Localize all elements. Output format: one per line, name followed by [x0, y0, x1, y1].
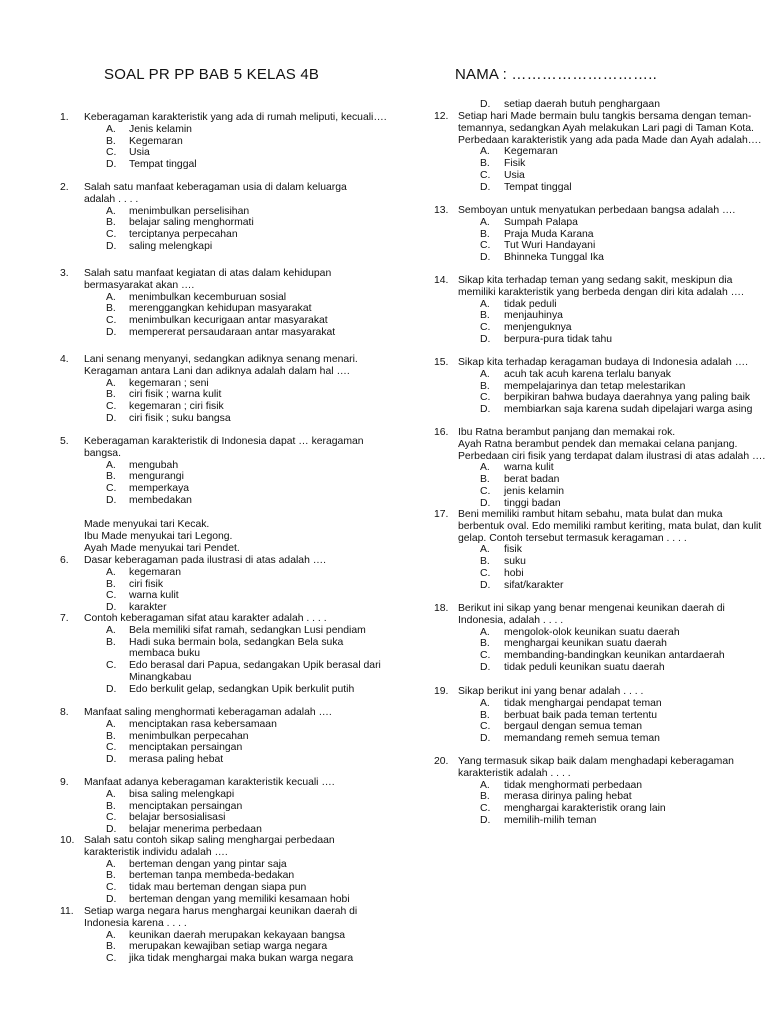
option-text: menimbulkan kecurigaan antar masyarakat — [129, 315, 328, 327]
option-text: hobi — [504, 567, 524, 579]
question-text: Indonesia karena . . . . — [84, 917, 187, 929]
option-letter: B. — [106, 389, 116, 401]
option-letter: D. — [480, 661, 491, 673]
question-text: Ayah Made menyukai tari Pendet. — [84, 542, 240, 554]
option-text: merasa dirinya paling hebat — [504, 791, 632, 803]
option-letter: A. — [106, 566, 116, 578]
option-letter: C. — [480, 169, 491, 181]
question-text: Keberagaman karakteristik yang ada di rumah meliputi, kecuali…. — [84, 112, 387, 123]
option-letter: D. — [106, 683, 117, 695]
option-letter: A. — [480, 298, 490, 310]
option-letter: D. — [106, 240, 117, 252]
question-number: 4. — [60, 354, 69, 365]
option-text: Usia — [129, 147, 150, 159]
option-text: Minangkabau — [129, 671, 192, 683]
option-text: sifat/karakter — [504, 579, 564, 591]
option-letter: C. — [480, 803, 491, 815]
option-text: Edo berasal dari Papua, sedangakan Upik berasal dari — [129, 660, 381, 672]
option-letter: B. — [480, 638, 490, 650]
question-number: 3. — [60, 268, 69, 279]
option-letter: C. — [480, 485, 491, 497]
question-text: Ibu Made menyukai tari Legong. — [84, 530, 233, 542]
question-text: Ayah Ratna berambut pendek dan memakai celana panjang. — [458, 438, 738, 450]
option-letter: C. — [106, 401, 117, 413]
question-text: Lani senang menyanyi, sedangkan adiknya senang menari. — [84, 354, 358, 365]
option-letter: D. — [480, 404, 491, 416]
option-text: merenggangkan kehidupan masyarakat — [129, 303, 312, 315]
option-letter: A. — [106, 929, 116, 941]
option-letter: C. — [480, 240, 491, 252]
option-letter: D. — [106, 159, 117, 171]
question-text: Made menyukai tari Kecak. — [84, 519, 210, 530]
question-text: Perbedaan ciri fisik yang terdapat dalam ilustrasi di atas adalah …. — [458, 450, 766, 462]
question-number: 2. — [60, 182, 69, 193]
question-number: 18. — [434, 603, 449, 614]
option-letter: B. — [106, 135, 116, 147]
question-number: 5. — [60, 436, 69, 447]
option-text: karakter — [129, 602, 167, 614]
option-text: belajar saling menghormati — [129, 217, 254, 229]
option-letter: A. — [480, 462, 490, 474]
option-letter: C. — [106, 742, 117, 754]
question-number: 8. — [60, 707, 69, 718]
question-number: 13. — [434, 205, 449, 216]
option-text: Bhinneka Tunggal Ika — [504, 252, 604, 264]
option-text: menghargai keunikan suatu daerah — [504, 638, 667, 650]
option-text: menciptakan persaingan — [129, 742, 243, 754]
option-letter: B. — [480, 380, 490, 392]
option-letter: A. — [480, 697, 490, 709]
question-text: Salah satu manfaat keberagaman usia di dalam keluarga — [84, 182, 347, 193]
question-text: karakteristik individu adalah …. — [84, 846, 228, 858]
question-text: memiliki karakteristik yang berbeda dengan diri kita adalah …. — [458, 286, 744, 298]
question-text: Keragaman antara Lani dan adiknya adalah dalam hal …. — [84, 365, 350, 377]
option-letter: A. — [480, 216, 490, 228]
option-letter: A. — [106, 291, 116, 303]
question-number: 17. — [434, 509, 449, 520]
option-text: Hadi suka bermain bola, sedangkan Bela suka — [129, 636, 344, 648]
question-number: 1. — [60, 112, 69, 123]
option-letter: D. — [106, 754, 117, 766]
option-text: menimbulkan perpecahan — [129, 730, 249, 742]
option-letter: C. — [106, 229, 117, 241]
option-letter: A. — [106, 858, 116, 870]
option-letter: C. — [106, 882, 117, 894]
option-text: tidak peduli keunikan suatu daerah — [504, 661, 665, 673]
question-text: Berikut ini sikap yang benar mengenai keunikan daerah di — [458, 603, 725, 614]
option-text: ciri fisik ; suku bangsa — [129, 412, 231, 424]
option-letter: B. — [480, 709, 490, 721]
option-letter: C. — [106, 812, 117, 824]
question-text: Ibu Ratna berambut panjang dan memakai rok. — [458, 427, 676, 438]
option-letter: D. — [106, 824, 117, 836]
option-letter: D. — [106, 893, 117, 905]
option-letter: C. — [106, 483, 117, 495]
option-letter: D. — [480, 733, 491, 745]
option-text: Kegemaran — [129, 135, 183, 147]
option-letter: B. — [106, 636, 116, 648]
question-text: bangsa. — [84, 447, 121, 459]
option-letter: A. — [480, 544, 490, 556]
option-letter: D. — [480, 497, 491, 509]
option-text: Sumpah Palapa — [504, 216, 578, 228]
question-text: Indonesia, adalah . . . . — [458, 614, 564, 626]
option-text: berteman tanpa membeda-bedakan — [129, 870, 295, 882]
question-text: Beni memiliki rambut hitam sebahu, mata bulat dan muka — [458, 509, 723, 520]
option-text: membiarkan saja karena sudah dipelajari warga asing — [504, 404, 753, 416]
question-text: karakteristik adalah . . . . — [458, 767, 571, 779]
option-text: bergaul dengan semua teman — [504, 721, 643, 733]
option-text: Kegemaran — [504, 146, 558, 158]
option-text: berteman dengan yang memiliki kesamaan hobi — [129, 893, 350, 905]
option-letter: B. — [106, 941, 116, 953]
option-text: keunikan daerah merupakan kekayaan bangsa — [129, 929, 346, 941]
option-text: tidak mau berteman dengan siapa pun — [129, 882, 307, 894]
question-text: adalah . . . . — [84, 193, 139, 205]
option-text: ciri fisik — [129, 578, 164, 590]
option-text: merupakan kewajiban setiap warga negara — [129, 941, 328, 953]
option-letter: D. — [480, 333, 491, 345]
option-letter: B. — [480, 791, 490, 803]
option-text: kegemaran ; ciri fisik — [129, 401, 224, 413]
option-letter: C. — [480, 650, 491, 662]
option-text: merasa paling hebat — [129, 754, 224, 766]
option-text: suku — [504, 556, 526, 568]
option-letter: B. — [480, 556, 490, 568]
question-text: Sikap berikut ini yang benar adalah . . . . — [458, 686, 644, 697]
option-text: menghargai karakteristik orang lain — [504, 803, 666, 815]
option-text: memperkaya — [129, 483, 190, 495]
question-number: 11. — [60, 906, 74, 917]
option-letter: D. — [480, 814, 491, 826]
option-text: Bela memiliki sifat ramah, sedangkan Lusi pendiam — [129, 624, 366, 636]
option-letter: B. — [106, 217, 116, 229]
option-letter: C. — [106, 590, 117, 602]
question-number: 14. — [434, 275, 449, 286]
option-letter: B. — [480, 310, 490, 322]
option-text: belajar menerima perbedaan — [129, 824, 262, 836]
option-text: belajar bersosialisasi — [129, 812, 226, 824]
option-letter: A. — [106, 718, 116, 730]
option-text: menimbulkan perselisihan — [129, 205, 250, 217]
option-letter: C. — [480, 567, 491, 579]
option-letter: B. — [106, 471, 116, 483]
option-text: Jenis kelamin — [129, 123, 192, 135]
option-text: warna kulit — [129, 590, 179, 602]
option-letter: B. — [480, 474, 490, 486]
question-number: 7. — [60, 613, 69, 624]
option-letter: C. — [106, 147, 117, 159]
question-text: Yang termasuk sikap baik dalam menghadapi keberagaman — [458, 756, 734, 767]
question-text: berbentuk oval. Edo memiliki rambut keriting, mata bulat, dan kulit — [458, 520, 762, 532]
option-text: berpura-pura tidak tahu — [504, 333, 613, 345]
question-number: 10. — [60, 835, 75, 846]
option-text: bisa saling melengkapi — [129, 788, 235, 800]
option-text: acuh tak acuh karena terlalu banyak — [504, 368, 671, 380]
option-text: Fisik — [504, 158, 526, 170]
option-text: ciri fisik ; warna kulit — [129, 389, 222, 401]
question-text: Contoh keberagaman sifat atau karakter adalah . . . . — [84, 613, 327, 624]
option-text: berbuat baik pada teman tertentu — [504, 709, 658, 721]
option-text: Tempat tinggal — [504, 181, 572, 193]
option-letter: D. — [106, 326, 117, 338]
option-text: membanding-bandingkan keunikan antardaerah — [504, 650, 725, 662]
question-text: Perbedaan karakteristik yang ada pada Made dan Ayah adalah…. — [458, 134, 762, 146]
option-text: Tempat tinggal — [129, 159, 197, 171]
option-text: Tut Wuri Handayani — [504, 240, 596, 252]
question-text: Salah satu contoh sikap saling menghargai perbedaan — [84, 835, 335, 846]
option-text: jika tidak menghargai maka bukan warga negara — [129, 953, 354, 965]
question-text: bermasyarakat akan …. — [84, 279, 195, 291]
question-text: gelap. Contoh tersebut termasuk keragaman . . . . — [458, 532, 687, 544]
option-letter: A. — [480, 626, 490, 638]
question-text: Sikap kita terhadap keragaman budaya di Indonesia adalah …. — [458, 357, 748, 368]
question-number: 9. — [60, 777, 69, 788]
option-letter: D. — [480, 181, 491, 193]
option-text: berpikiran bahwa budaya daerahnya yang paling baik — [504, 392, 751, 404]
option-letter: C. — [480, 721, 491, 733]
worksheet-title: SOAL PR PP BAB 5 KELAS 4B — [104, 66, 320, 83]
option-letter: D. — [480, 252, 491, 264]
question-number: 16. — [434, 427, 449, 438]
option-text: warna kulit — [504, 462, 554, 474]
option-text: tidak menghargai pendapat teman — [504, 697, 662, 709]
question-text: temannya, sedangkan Ayah melakukan Lari pagi di Taman Kota. — [458, 122, 754, 134]
option-letter: A. — [106, 624, 116, 636]
option-text: menjauhinya — [504, 310, 563, 322]
question-number: 6. — [60, 555, 69, 566]
option-letter: A. — [480, 146, 490, 158]
option-text: tinggi badan — [504, 497, 561, 509]
option-letter: B. — [106, 578, 116, 590]
option-text: mengurangi — [129, 471, 184, 483]
question-text: Dasar keberagaman pada ilustrasi di atas adalah …. — [84, 555, 327, 566]
option-text: menciptakan rasa kebersamaan — [129, 718, 277, 730]
option-letter: C. — [106, 315, 117, 327]
option-text: Edo berkulit gelap, sedangkan Upik berkulit putih — [129, 683, 355, 695]
option-letter: C. — [480, 322, 491, 334]
option-text: mempelajarinya dan tetap melestarikan — [504, 380, 686, 392]
option-letter: B. — [480, 158, 490, 170]
question-text: Setiap warga negara harus menghargai keunikan daerah di — [84, 906, 358, 917]
option-text: menimbulkan kecemburuan sosial — [129, 291, 287, 303]
option-letter: A. — [480, 779, 490, 791]
option-text: menjenguknya — [504, 322, 572, 334]
option-letter: A. — [106, 205, 116, 217]
question-number: 12. — [434, 111, 449, 122]
option-letter: A. — [106, 377, 116, 389]
option-letter: C. — [106, 953, 117, 965]
option-text: berteman dengan yang pintar saja — [129, 858, 287, 870]
option-text: membedakan — [129, 494, 192, 506]
option-letter: C. — [106, 660, 117, 672]
option-letter: B. — [106, 800, 116, 812]
question-text: Keberagaman karakteristik di Indonesia dapat … keragaman — [84, 436, 364, 447]
option-text: Praja Muda Karana — [504, 228, 594, 240]
option-text: kegemaran ; seni — [129, 377, 209, 389]
option-text: mengubah — [129, 459, 179, 471]
option-letter: A. — [480, 368, 490, 380]
question-text: Setiap hari Made bermain bulu tangkis bersama dengan teman- — [458, 111, 752, 122]
option-letter: B. — [480, 228, 490, 240]
option-text: fisik — [504, 544, 522, 556]
question-number: 19. — [434, 686, 449, 697]
option-letter: A. — [106, 459, 116, 471]
option-letter: A. — [106, 123, 116, 135]
option-text: menciptakan persaingan — [129, 800, 243, 812]
question-text: Semboyan untuk menyatukan perbedaan bangsa adalah …. — [458, 205, 736, 216]
option-text: mengolok-olok keunikan suatu daerah — [504, 626, 680, 638]
option-letter: B. — [106, 870, 116, 882]
option-text: tidak peduli — [504, 298, 557, 310]
question-text: Sikap kita terhadap teman yang sedang sakit, meskipun dia — [458, 275, 733, 286]
option-text: memandang remeh semua teman — [504, 733, 660, 745]
option-letter: C. — [480, 392, 491, 404]
option-letter: D. — [106, 412, 117, 424]
student-name-field: NAMA : ……………………….. — [455, 66, 657, 83]
option-letter: B. — [106, 730, 116, 742]
option-letter: D. — [480, 99, 491, 110]
option-text: kegemaran — [129, 566, 181, 578]
option-letter: D. — [106, 494, 117, 506]
option-text: Usia — [504, 169, 525, 181]
option-text: membaca buku — [129, 648, 201, 660]
option-letter: A. — [106, 788, 116, 800]
question-text: Manfaat saling menghormati keberagaman adalah …. — [84, 707, 332, 718]
option-text: jenis kelamin — [504, 485, 565, 497]
option-letter: B. — [106, 303, 116, 315]
option-letter: D. — [480, 579, 491, 591]
option-text: setiap daerah butuh penghargaan — [504, 99, 660, 110]
option-text: memilih-milih teman — [504, 814, 597, 826]
question-text: Salah satu manfaat kegiatan di atas dalam kehidupan — [84, 268, 332, 279]
option-text: terciptanya perpecahan — [129, 229, 238, 241]
question-text: Manfaat adanya keberagaman karakteristik kecuali …. — [84, 777, 335, 788]
option-text: berat badan — [504, 474, 560, 486]
option-letter: D. — [106, 602, 117, 614]
option-text: mempererat persaudaraan antar masyarakat — [129, 326, 336, 338]
question-number: 15. — [434, 357, 449, 368]
option-text: saling melengkapi — [129, 240, 213, 252]
question-number: 20. — [434, 756, 449, 767]
option-text: tidak menghormati perbedaan — [504, 779, 643, 791]
